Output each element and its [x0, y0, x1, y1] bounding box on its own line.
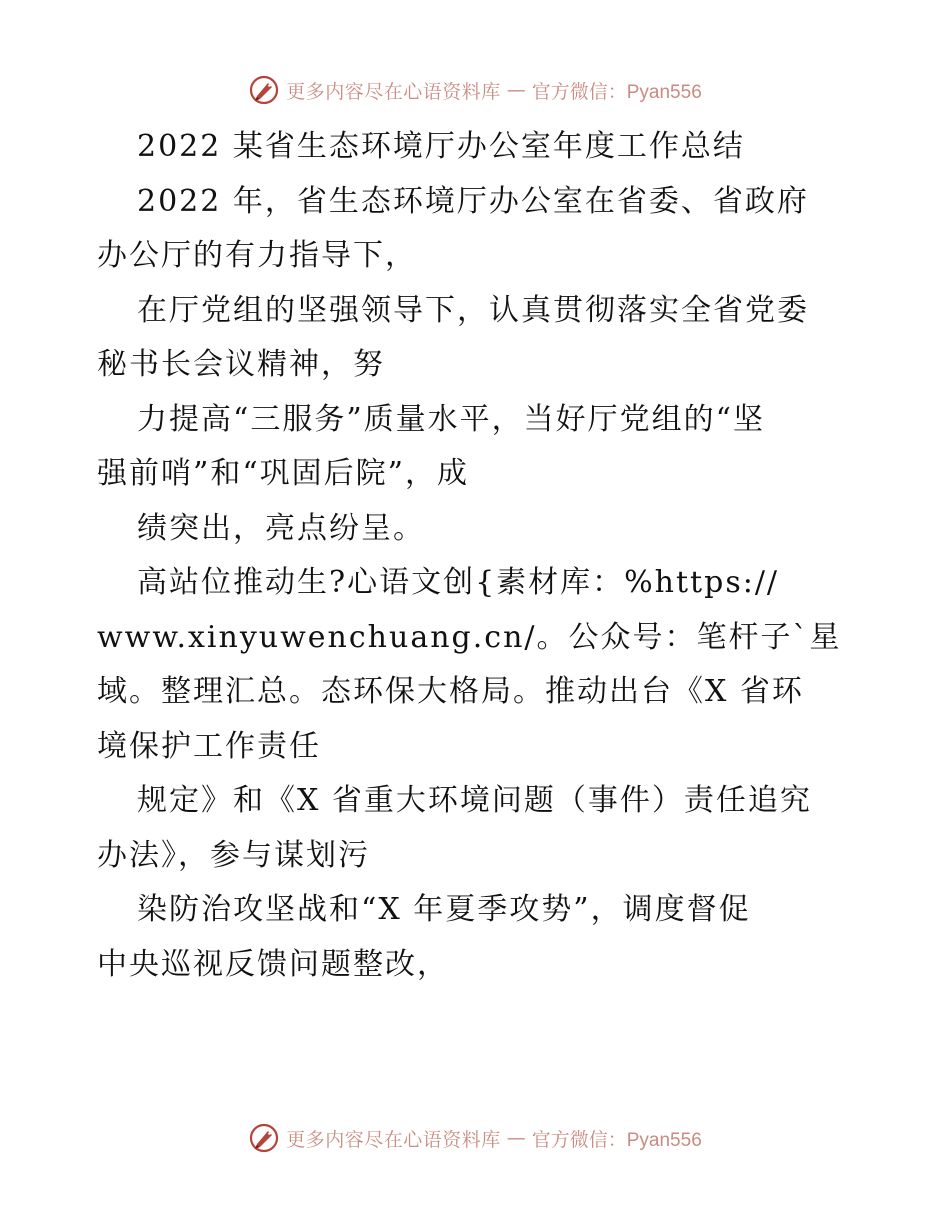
text-line: 秘书长会议精神，努 — [97, 347, 385, 382]
text-line: 境保护工作责任 — [97, 728, 321, 764]
text-line: 力提高“三服务”质量水平，当好厅党组的“坚 — [137, 401, 766, 437]
text-line: 强前哨”和“巩固后院”，成 — [97, 456, 470, 491]
text-line: 中央巡视反馈问题整改， — [97, 946, 449, 982]
pen-nib-logo-icon — [248, 1122, 280, 1154]
watermark-text: 更多内容尽在心语资料库 — [286, 1128, 501, 1151]
text-line: 染防治攻坚战和“X 年夏季攻势”，调度督促 — [137, 892, 751, 927]
text-line: 2022 年，省生态环境厅办公室在省委、省政府 — [137, 183, 809, 219]
text-line: 办公厅的有力指导下， — [97, 238, 417, 273]
pen-nib-logo-icon — [248, 74, 280, 106]
text-line: 在厅党组的坚强领导下，认真贯彻落实全省党委 — [137, 292, 809, 328]
watermark-contact: 官方微信：Pyan556 — [531, 81, 702, 103]
text-line: 规定》和《X 省重大环境问题（事件）责任追究 — [137, 783, 812, 818]
footer-watermark — [0, 1122, 950, 1154]
text-line: 域。整理汇总。态环保大格局。推动出台《X 省环 — [97, 674, 804, 709]
text-line: 绩突出，亮点纷呈。 — [137, 510, 425, 546]
text-line: 办法》，参与谋划污 — [97, 837, 370, 873]
watermark-separator: — — [506, 1127, 526, 1149]
watermark-contact: 官方微信：Pyan556 — [531, 1129, 702, 1151]
watermark-separator: — — [506, 79, 526, 101]
document-body — [97, 120, 853, 992]
header-watermark — [0, 74, 950, 106]
text-line: 2022 某省生态环境厅办公室年度工作总结 — [137, 129, 745, 164]
watermark-text: 更多内容尽在心语资料库 — [286, 80, 501, 103]
text-line: 高站位推动生?心语文创{素材库：%https:// — [137, 565, 780, 600]
text-line: www.xinyuwenchuang.cn/。公众号：笔杆子`星 — [97, 619, 842, 655]
